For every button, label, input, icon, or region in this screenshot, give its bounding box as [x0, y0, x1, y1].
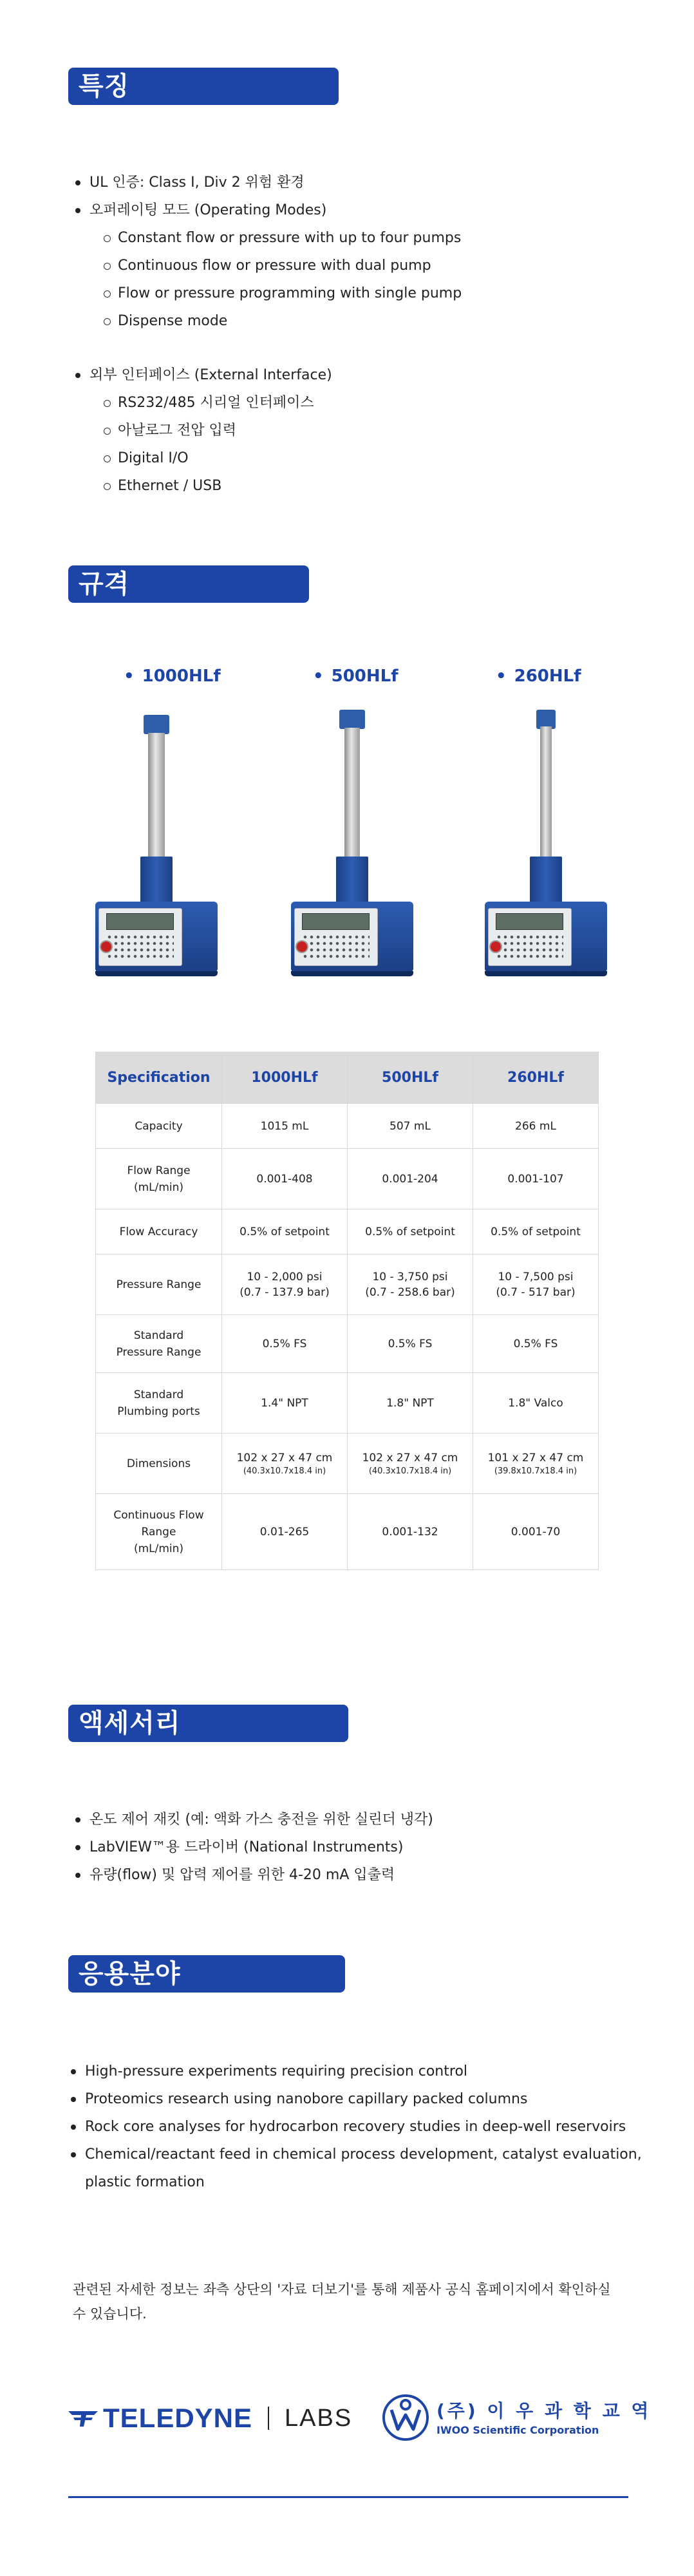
list-item: UL 인증: Class I, Div 2 위험 환경 — [73, 169, 462, 196]
spec-value: 0.001-70 — [511, 1525, 561, 1539]
spec-label-cell: Standard Plumbing ports — [96, 1373, 222, 1434]
spec-value-imperial: (39.8x10.7x18.4 in) — [494, 1466, 577, 1476]
spec-value: 0.5% FS — [388, 1337, 433, 1350]
spec-value-cell — [348, 1315, 473, 1373]
spec-value-cell — [222, 1434, 348, 1494]
spec-table-row — [96, 1373, 599, 1434]
list-item: High-pressure experiments requiring precision control — [68, 2058, 642, 2085]
spec-value-cell — [348, 1255, 473, 1315]
spec-value: 0.5% of setpoint — [491, 1225, 581, 1238]
list-item: Flow or pressure programming with single pump — [101, 279, 462, 307]
labs-wordmark: LABS — [285, 2404, 353, 2432]
spec-value: 0.001-132 — [382, 1525, 438, 1539]
iwoo-emblem-icon — [380, 2391, 431, 2442]
list-item: Ethernet / USB — [101, 472, 462, 500]
spec-label-cell: Standard Pressure Range — [96, 1315, 222, 1373]
spec-header-cell: 500HLf — [348, 1052, 473, 1104]
spec-label-cell: Continuous Flow Range (mL/min) — [96, 1494, 222, 1570]
accessories-heading: 액세서리 — [68, 1705, 348, 1742]
list-item: 외부 인터페이스 (External Interface) — [73, 361, 462, 389]
spec-value: 102 x 27 x 47 cm — [362, 1451, 458, 1464]
list-item: plastic formation — [85, 2174, 205, 2190]
bottom-divider — [68, 2496, 628, 2498]
model-label-260hlf: • 260HLf — [496, 667, 581, 686]
spec-value-cell — [348, 1434, 473, 1494]
features-heading: 특징 — [68, 68, 339, 105]
spec-value-imperial: (40.3x10.7x18.4 in) — [243, 1466, 326, 1476]
applications-heading: 응용분야 — [68, 1955, 345, 1993]
spec-value-cell — [348, 1373, 473, 1434]
iwoo-korean-name: (주) 이 우 과 학 교 역 — [436, 2400, 652, 2421]
spec-value-cell — [348, 1104, 473, 1149]
spec-table-row — [96, 1494, 599, 1570]
spec-value-cell — [222, 1104, 348, 1149]
spec-label-cell: Capacity — [96, 1104, 222, 1149]
list-item: Chemical/reactant feed in chemical process development, catalyst evaluation, — [68, 2141, 642, 2168]
iwoo-english-name: IWOO Scientific Corporation — [436, 2423, 599, 2436]
spec-table-row — [96, 1104, 599, 1149]
spec-value-cell — [473, 1209, 599, 1255]
spec-value-cell — [222, 1315, 348, 1373]
spec-value: 266 mL — [515, 1119, 556, 1133]
spec-value-cell — [473, 1315, 599, 1373]
spec-value: 0.5% FS — [513, 1337, 558, 1350]
list-item: Continuous flow or pressure with dual pump — [101, 252, 462, 279]
list-item: 유량(flow) 및 압력 제어를 위한 4-20 mA 입출력 — [73, 1861, 433, 1889]
spec-header-cell: 260HLf — [473, 1052, 599, 1104]
spec-label-cell: Flow Range (mL/min) — [96, 1149, 222, 1209]
accessories-list — [73, 1806, 433, 1889]
spec-value-cell — [473, 1494, 599, 1570]
spec-table — [95, 1052, 599, 1570]
spec-header-cell: Specification — [96, 1052, 222, 1104]
spec-value-cell — [473, 1373, 599, 1434]
spec-value: 1015 mL — [260, 1119, 309, 1133]
list-item: Digital I/O — [101, 444, 462, 472]
spec-value-cell — [222, 1255, 348, 1315]
spec-value: 10 - 7,500 psi (0.7 - 517 bar) — [496, 1270, 576, 1299]
spec-header-cell: 1000HLf — [222, 1052, 348, 1104]
spec-table-row — [96, 1315, 599, 1373]
pump-image-260hlf — [482, 708, 610, 992]
spec-value: 101 x 27 x 47 cm — [487, 1451, 584, 1464]
spec-value: 1.4" NPT — [261, 1396, 308, 1410]
spec-label-cell: Pressure Range — [96, 1255, 222, 1315]
pump-image-1000hlf — [92, 708, 221, 992]
applications-list — [68, 2058, 642, 2196]
pump-image-500hlf — [288, 708, 417, 992]
model-label-1000hlf: • 1000HLf — [124, 667, 221, 686]
spec-table-row — [96, 1434, 599, 1494]
spec-table-row — [96, 1209, 599, 1255]
features-list — [73, 169, 462, 500]
spec-value-cell — [473, 1149, 599, 1209]
teledyne-wordmark: TELEDYNE — [103, 2403, 253, 2433]
spec-value-cell — [348, 1494, 473, 1570]
spec-value: 0.5% of setpoint — [239, 1225, 330, 1238]
spec-value-cell — [473, 1434, 599, 1494]
model-label-500hlf: • 500HLf — [313, 667, 399, 686]
spec-table-row — [96, 1149, 599, 1209]
spec-value-cell — [222, 1373, 348, 1434]
spec-value: 1.8" NPT — [386, 1396, 434, 1410]
spec-value: 1.8" Valco — [508, 1396, 563, 1410]
spec-value: 0.5% FS — [262, 1337, 307, 1350]
spec-value-cell — [348, 1149, 473, 1209]
spec-value: 0.001-107 — [507, 1172, 564, 1186]
spec-value-cell — [348, 1209, 473, 1255]
list-item: 아날로그 전압 입력 — [101, 417, 462, 444]
spec-label-cell: Flow Accuracy — [96, 1209, 222, 1255]
footnote-text: 관련된 자세한 정보는 좌측 상단의 '자료 더보기'를 통해 제품사 공식 홈페이지에서 확인하실 수 있습니다. — [73, 2282, 611, 2322]
spec-value: 0.5% of setpoint — [365, 1225, 455, 1238]
spec-value: 10 - 2,000 psi (0.7 - 137.9 bar) — [239, 1270, 330, 1299]
list-item: Dispense mode — [101, 307, 462, 335]
spec-value: 0.001-204 — [382, 1172, 438, 1186]
spec-value-cell — [222, 1149, 348, 1209]
spec-value-cell — [222, 1209, 348, 1255]
teledyne-labs-logo — [68, 2402, 352, 2434]
list-item: 온도 제어 재킷 (예: 액화 가스 충전을 위한 실린더 냉각) — [73, 1806, 433, 1833]
specs-heading: 규격 — [68, 565, 309, 603]
spec-value-cell — [222, 1494, 348, 1570]
teledyne-eagle-icon — [68, 2407, 98, 2429]
spec-value: 102 x 27 x 47 cm — [236, 1451, 333, 1464]
spec-table-row — [96, 1255, 599, 1315]
spec-value-cell — [473, 1104, 599, 1149]
iwoo-logo — [380, 2391, 651, 2442]
list-item: LabVIEW™용 드라이버 (National Instruments) — [73, 1833, 433, 1861]
spec-value: 507 mL — [389, 1119, 431, 1133]
spec-label-cell: Dimensions — [96, 1434, 222, 1494]
list-item: RS232/485 시리얼 인터페이스 — [101, 389, 462, 417]
list-item: Constant flow or pressure with up to four pumps — [101, 224, 462, 252]
list-item: 오퍼레이팅 모드 (Operating Modes) — [73, 196, 462, 224]
spec-value-cell — [473, 1255, 599, 1315]
spec-value: 10 - 3,750 psi (0.7 - 258.6 bar) — [365, 1270, 455, 1299]
spec-table-header — [96, 1052, 599, 1104]
spec-value: 0.001-408 — [256, 1172, 313, 1186]
spec-value-imperial: (40.3x10.7x18.4 in) — [368, 1466, 452, 1476]
list-item: Proteomics research using nanobore capillary packed columns — [68, 2085, 642, 2113]
list-item: Rock core analyses for hydrocarbon recovery studies in deep-well reservoirs — [68, 2113, 642, 2141]
spec-value: 0.01-265 — [259, 1525, 310, 1539]
logo-separator — [268, 2407, 269, 2430]
